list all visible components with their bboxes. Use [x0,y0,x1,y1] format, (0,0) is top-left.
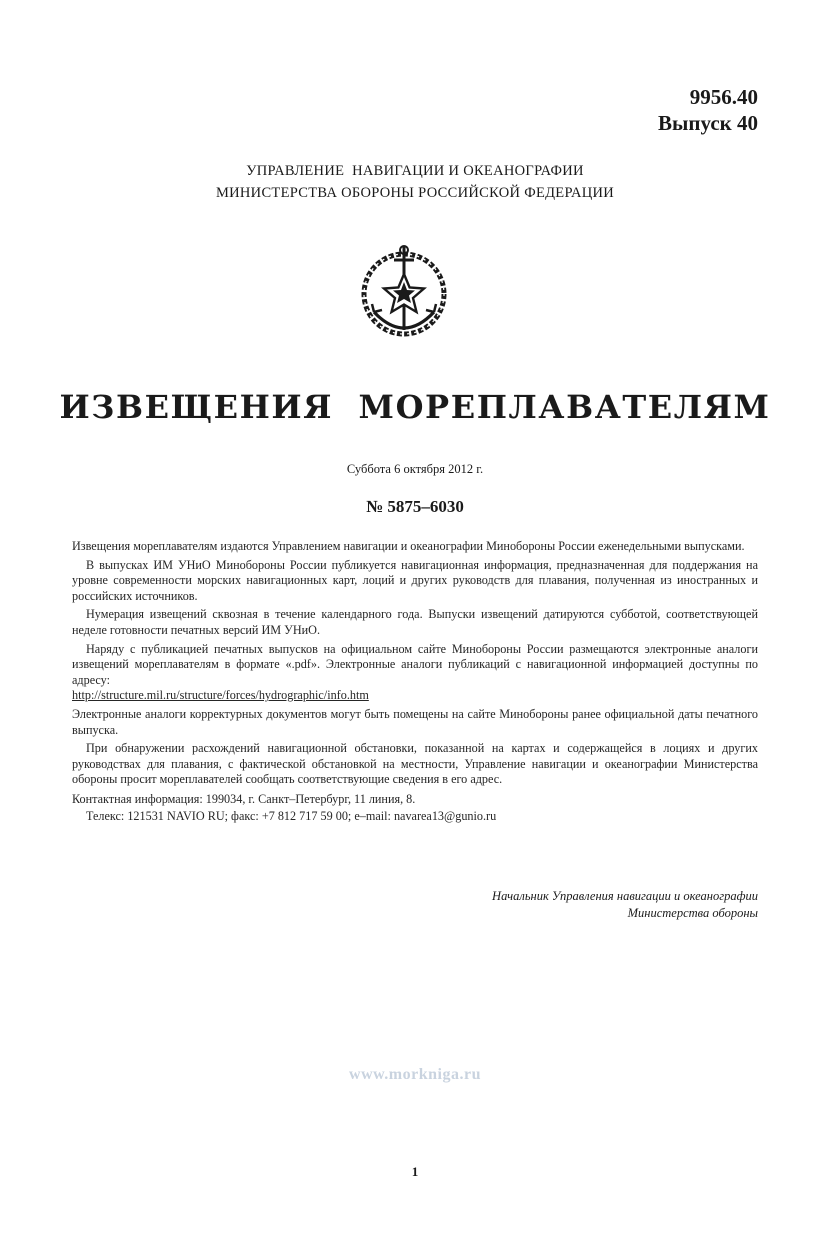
paragraph-electronic [72,642,758,704]
signature-block [492,888,758,922]
issue-date: Суббота 6 октября 2012 г. [346,462,484,476]
paragraph-content: В выпусках ИМ УНиО Минобороны России публикуется навигационная информация, предназначенная для поддержания на уровне современности морских навигационных карт, лоций и других руководств для плавания, полученная из иностранных и российских источников. [72,557,758,603]
notice-number-range: № 5875–6030 [366,497,464,516]
contact-telex: Телекс: 121531 NAVIO RU; факс: +7 812 717 59 00; e–mail: navarea13@gunio.ru [86,808,497,823]
watermark: www.morkniga.ru [349,1066,481,1083]
signature-line-2: Министерства обороны [627,906,758,920]
document-code-block [658,84,758,136]
contact-block [72,791,758,825]
body-text [72,539,758,825]
page-number: 1 [411,1164,419,1179]
document-title: ИЗВЕЩЕНИЯ МОРЕПЛАВАТЕЛЯМ [59,388,771,426]
paragraph-electronic-text: Наряду с публикацией печатных выпусков на официальном сайте Минобороны России размещаются электронные аналоги извещений мореплавателям в формате «.pdf». Электронные аналоги публикаций с навигационной информацией доступны по адресу: [72,641,758,687]
agency-line-1: УПРАВЛЕНИЕ НАВИГАЦИИ И ОКЕАНОГРАФИИ [246,163,584,179]
agency-name [0,160,830,204]
contact-address: Контактная информация: 199034, г. Санкт–Петербург, 11 линия, 8. [72,791,416,806]
document-code: 9956.40 [689,85,758,109]
signature-line-1: Начальник Управления навигации и океанографии [492,889,758,903]
anchor-star-chain-emblem-icon [358,244,450,342]
paragraph-discrepancies: При обнаружении расхождений навигационной обстановки, показанной на картах и содержащейся в лоциях и других руководствах для плавания, с фактической обстановкой на местности, Управление навигации и океанографии Министерства обороны просит мореплавателей сообщать соответствующие сведения в его адрес. [72,741,758,787]
paragraph-numbering: Нумерация извещений сквозная в течение календарного года. Выпуски извещений датируются субботой, соответствующей неделе готовности печатных версий ИМ УНиО. [72,607,758,637]
issue-label: Выпуск 40 [657,111,758,135]
hydrographic-info-link[interactable]: http://structure.mil.ru/structure/forces/hydrographic/info.htm [72,688,369,703]
agency-line-2: МИНИСТЕРСТВА ОБОРОНЫ РОССИЙСКОЙ ФЕДЕРАЦИИ [215,185,615,201]
paragraph-publisher: Извещения мореплавателям издаются Управлением навигации и океанографии Минобороны России еженедельными выпусками. [72,539,745,553]
paragraph-early-publication: Электронные аналоги корректурных документов могут быть помещены на сайте Минобороны ранее официальной даты печатного выпуска. [72,706,758,737]
